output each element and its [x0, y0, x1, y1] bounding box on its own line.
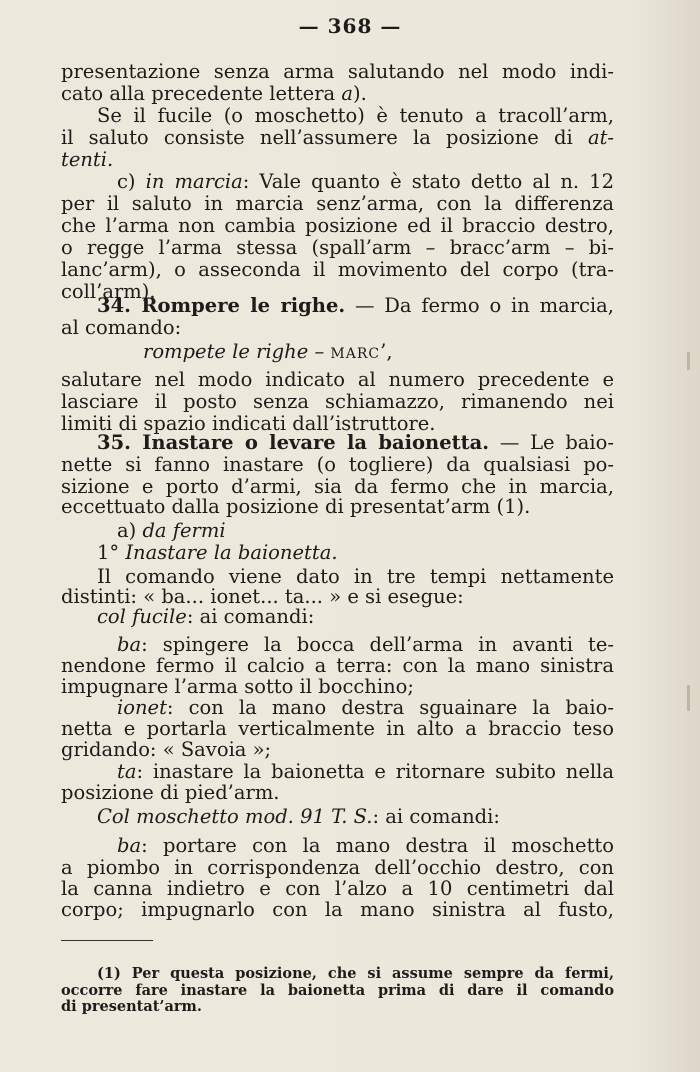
text-line: ba: spingere la bocca dell’arma in avanti te-	[117, 633, 614, 656]
text-line: impugnare l’arma sotto il bocchino;	[61, 675, 414, 698]
text-line: sizione e porto d’armi, sia da fermo che in marcia,	[61, 475, 614, 498]
text-line: lasciare il posto senza schiamazzo, rimanendo nei	[61, 390, 614, 413]
page-edge-mark	[687, 352, 690, 370]
footnote-line: occorre fare inastare la baionetta prima di dare il comando	[61, 982, 614, 999]
text-line: c) in marcia: Vale quanto è stato detto al n. 12	[117, 170, 614, 193]
section-heading-34: 34. Rompere le righe. — Da fermo o in marcia,	[97, 294, 614, 317]
text-line: Se il fucile (o moschetto) è tenuto a tracoll’arm,	[97, 104, 614, 127]
text-line: nette si fanno inastare (o togliere) da qualsiasi po-	[61, 453, 614, 476]
text-line: presentazione senza arma salutando nel modo indi-	[61, 60, 614, 83]
text-line: ba: portare con la mano destra il moschetto	[117, 834, 614, 857]
text-line: al comando:	[61, 316, 182, 339]
page-edge-mark	[687, 685, 690, 711]
text-line: tenti.	[61, 148, 114, 171]
text-line: cato alla precedente lettera a).	[61, 82, 367, 105]
text-line: a piombo in corrispondenza dell’occhio destro, con	[61, 856, 614, 879]
footnote-divider	[61, 940, 153, 941]
text-line: netta e portarla verticalmente in alto a braccio teso	[61, 717, 614, 740]
page-number: — 368 —	[298, 14, 402, 38]
text-line: ta: inastare la baionetta e ritornare subito nella	[117, 760, 614, 783]
text-line: coll’arm).	[61, 280, 156, 303]
footnote-line: (1) Per questa posizione, che si assume sempre da fermi,	[97, 965, 614, 982]
text-line: distinti: « ba... ionet... ta... » e si esegue:	[61, 585, 464, 608]
text-line: il saluto consiste nell’assumere la posizione di at-	[61, 126, 614, 149]
text-line: limiti di spazio indicati dall’istruttore.	[61, 412, 436, 435]
text-line: ionet: con la mano destra sguainare la baio-	[117, 696, 614, 719]
subsection-line: a) da fermi	[117, 519, 226, 542]
subsection-line: 1° Inastare la baionetta.	[97, 541, 338, 564]
footnote-line: di presentat’arm.	[61, 998, 202, 1015]
text-line: nendone fermo il calcio a terra: con la mano sinistra	[61, 654, 614, 677]
text-line: col fucile: ai comandi:	[97, 605, 315, 628]
command-line: rompete le righe – marc’,	[143, 340, 393, 363]
text-line: che l’arma non cambia posizione ed il braccio destro,	[61, 214, 614, 237]
text-line: la canna indietro e con l’alzo a 10 centimetri dal	[61, 877, 614, 900]
text-line: eccettuato dalla posizione di presentat’arm (1).	[61, 495, 531, 518]
text-line: Il comando viene dato in tre tempi nettamente	[97, 565, 614, 588]
text-line: o regge l’arma stessa (spall’arm – bracc’arm – bi-	[61, 236, 614, 259]
text-line: gridando: « Savoia »;	[61, 738, 272, 761]
text-line: Col moschetto mod. 91 T. S.: ai comandi:	[97, 805, 500, 828]
text-line: lanc’arm), o asseconda il movimento del corpo (tra-	[61, 258, 614, 281]
section-heading-35: 35. Inastare o levare la baionetta. — Le baio-	[97, 431, 614, 454]
text-line: corpo; impugnarlo con la mano sinistra al fusto,	[61, 898, 614, 921]
text-line: salutare nel modo indicato al numero precedente e	[61, 368, 614, 391]
text-line: per il saluto in marcia senz’arma, con la differenza	[61, 192, 614, 215]
text-line: posizione di pied’arm.	[61, 781, 280, 804]
